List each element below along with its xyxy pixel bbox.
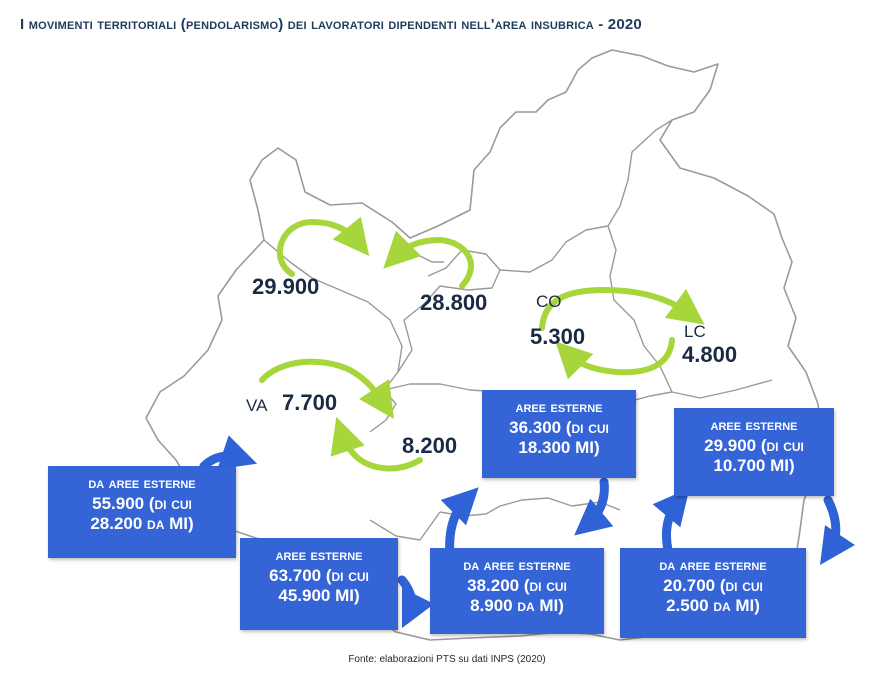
blue-arrow-lc-out: [828, 500, 836, 550]
province-label-co: CO: [536, 292, 562, 311]
box-lc-incoming-line1: da aree esterne: [659, 557, 767, 574]
box-co-incoming-line1: da aree esterne: [463, 557, 571, 574]
blue-arrow-va-in: [204, 456, 240, 466]
box-lc-outgoing-line3: 10.700 MI): [713, 456, 795, 476]
box-co-incoming-line2: 38.200 (di cui: [467, 575, 567, 595]
box-va-incoming-line3: 28.200 da MI): [90, 514, 194, 534]
box-co-outgoing-line3: 18.300 MI): [518, 438, 600, 458]
flow-value-va-co: 7.700: [282, 390, 338, 415]
flow-value-lc-co: 4.800: [682, 342, 738, 367]
box-co-outgoing-line2: 36.300 (di cui: [509, 417, 609, 437]
flow-arrow-ticino-va: [280, 222, 358, 274]
flow-arrow-co-lc: [542, 290, 690, 328]
internal-border-6: [370, 498, 620, 540]
box-co-incoming: [430, 548, 604, 634]
box-va-incoming-line2: 55.900 (di cui: [92, 493, 192, 513]
flow-value-ticino-va: 29.900: [252, 274, 320, 299]
box-co-outgoing-line1: aree esterne: [515, 399, 603, 416]
chart-title: I movimenti territoriali (pendolarismo) dei lavoratori dipendenti nell'area insubrica - 2020: [20, 16, 642, 33]
box-va-outgoing-line1: aree esterne: [275, 547, 363, 564]
box-lc-incoming-line3: 2.500 da MI): [666, 596, 760, 616]
box-va-outgoing: [240, 538, 398, 630]
box-co-incoming-line3: 8.900 da MI): [470, 596, 564, 616]
flow-value-va-ticino: 28.800: [420, 290, 488, 315]
box-co-outgoing: [482, 390, 636, 478]
blue-arrow-lc-in: [666, 502, 678, 550]
box-lc-outgoing-line1: aree esterne: [710, 417, 798, 434]
box-va-outgoing-line3: 45.900 MI): [278, 586, 360, 606]
box-lc-outgoing-line2: 29.900 (di cui: [704, 435, 804, 455]
flow-value-co-lc: 5.300: [530, 324, 586, 349]
box-lc-outgoing: [674, 408, 834, 496]
province-label-lc: LC: [684, 322, 706, 341]
box-va-incoming: [48, 466, 236, 558]
flow-value-co-va: 8.200: [402, 433, 458, 458]
box-lc-incoming-line2: 20.700 (di cui: [663, 575, 763, 595]
province-label-va: VA: [246, 396, 268, 415]
flow-arrow-va-ticino: [396, 240, 471, 286]
box-lc-incoming: [620, 548, 806, 638]
blue-arrow-va-out: [402, 580, 412, 612]
box-va-outgoing-line2: 63.700 (di cui: [269, 565, 369, 585]
source-note: Fonte: elaborazioni PTS su dati INPS (2020): [348, 654, 546, 665]
box-va-incoming-line1: da aree esterne: [88, 475, 196, 492]
